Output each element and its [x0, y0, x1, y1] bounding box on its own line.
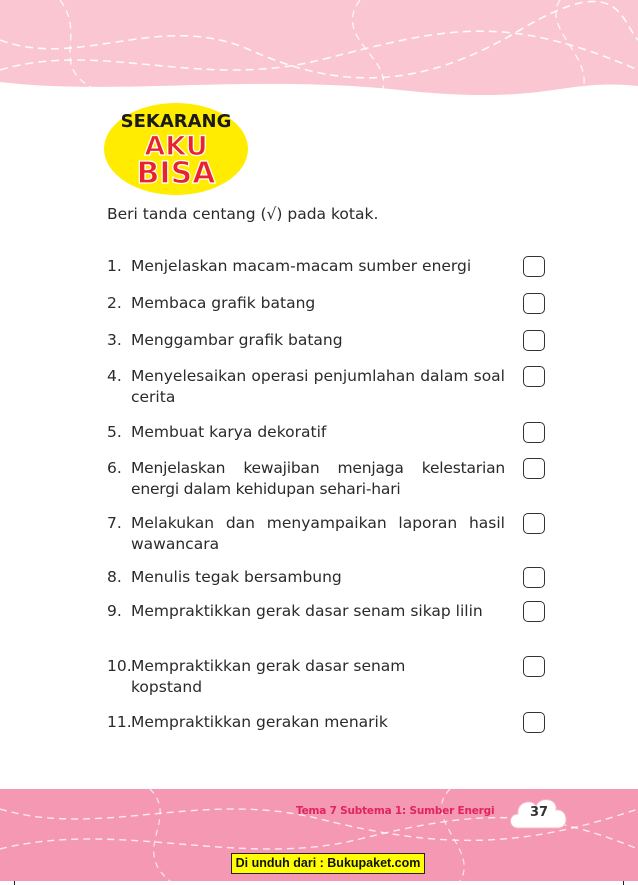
item-number: 2. [107, 294, 122, 312]
item-text: Melakukan dan menyampaikan laporan hasil wawancara [131, 514, 505, 553]
sekarang-aku-bisa-logo [102, 97, 250, 197]
item-text: Menjelaskan kewajiban menjaga kelestarian energi dalam kehidupan sehari-hari [131, 459, 505, 498]
item-number: 6. [107, 459, 122, 477]
item-checkbox[interactable] [523, 567, 545, 588]
badge-line2: AKU [144, 131, 208, 162]
item-text: Menjelaskan macam-macam sumber energi [131, 257, 472, 275]
item-text: Mempraktikkan gerak dasar senam sikap lilin [131, 602, 483, 620]
item-checkbox[interactable] [523, 366, 545, 387]
item-checkbox[interactable] [523, 256, 545, 277]
item-number: 7. [107, 514, 122, 532]
footer-subtitle: Tema 7 Subtema 1: Sumber Energi [296, 805, 495, 817]
item-checkbox[interactable] [523, 513, 545, 534]
item-number: 4. [107, 367, 122, 385]
item-text: Menulis tegak bersambung [131, 568, 342, 586]
item-text: Menyelesaikan operasi penjumlahan dalam soal cerita [131, 367, 505, 406]
item-number: 11. [107, 713, 132, 731]
item-text: Mempraktikkan gerakan menarik [131, 713, 388, 731]
item-text: Menggambar grafik batang [131, 331, 343, 349]
item-checkbox[interactable] [523, 293, 545, 314]
item-checkbox[interactable] [523, 601, 545, 622]
item-number: 1. [107, 257, 122, 275]
item-number: 8. [107, 568, 122, 586]
item-number: 9. [107, 602, 122, 620]
item-number: 5. [107, 423, 122, 441]
download-source-label[interactable]: Di unduh dari : Bukupaket.com [231, 853, 425, 874]
item-number: 3. [107, 331, 122, 349]
page-number: 37 [529, 805, 549, 820]
item-checkbox[interactable] [523, 712, 545, 733]
item-checkbox[interactable] [523, 458, 545, 479]
item-checkbox[interactable] [523, 656, 545, 677]
badge-line3: BISA [136, 156, 216, 191]
item-checkbox[interactable] [523, 422, 545, 443]
header-decoration [0, 0, 638, 96]
badge-line1: SEKARANG [120, 111, 232, 132]
instruction-text: Beri tanda centang (√) pada kotak. [107, 205, 379, 223]
item-checkbox[interactable] [523, 330, 545, 351]
item-text: Membaca grafik batang [131, 294, 316, 312]
item-text: Mempraktikkan gerak dasar senam kopstand [131, 657, 406, 696]
item-text: Membuat karya dekoratif [131, 423, 327, 441]
item-number: 10. [107, 657, 132, 675]
